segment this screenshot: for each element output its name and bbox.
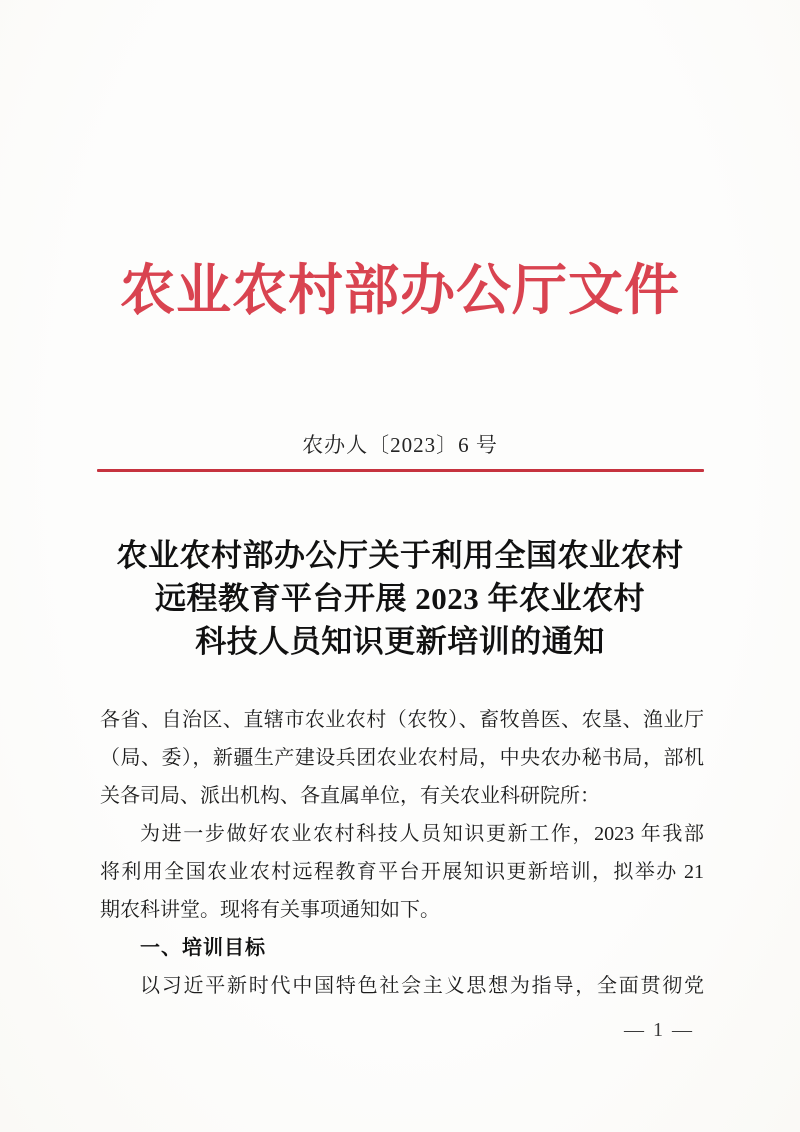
intro-paragraph-line-2: 将利用全国农业农村远程教育平台开展知识更新培训，拟举办 21 bbox=[100, 861, 704, 883]
document-body bbox=[100, 701, 704, 1005]
document-title-line-3: 科技人员知识更新培训的通知 bbox=[195, 624, 605, 659]
addressee-line-1: 各省、自治区、直辖市农业农村（农牧）、畜牧兽医、农垦、渔业厅 bbox=[100, 709, 704, 731]
intro-paragraph-line-1: 为进一步做好农业农村科技人员知识更新工作，2023 年我部 bbox=[140, 823, 704, 845]
addressee-line-3: 关各司局、派出机构、各直属单位，有关农业科研院所： bbox=[100, 785, 600, 807]
document-title-line-1: 农业农村部办公厅关于利用全国农业农村 bbox=[116, 538, 684, 573]
document-title bbox=[0, 534, 800, 663]
document-title-line-2: 远程教育平台开展 2023 年农业农村 bbox=[155, 581, 645, 616]
red-divider-line bbox=[97, 469, 704, 472]
section-1-heading: 一、培训目标 bbox=[140, 937, 266, 959]
page-number: — 1 — bbox=[624, 1019, 694, 1041]
document-number: 农办人〔2023〕6 号 bbox=[302, 433, 498, 457]
section-1-text-line-1: 以习近平新时代中国特色社会主义思想为指导，全面贯彻党 bbox=[140, 975, 704, 997]
addressee-line-2: （局、委），新疆生产建设兵团农业农村局，中央农办秘书局，部机 bbox=[100, 747, 704, 769]
intro-paragraph-line-3: 期农科讲堂。现将有关事项通知如下。 bbox=[100, 899, 440, 921]
agency-header-title: 农业农村部办公厅文件 bbox=[119, 260, 680, 321]
